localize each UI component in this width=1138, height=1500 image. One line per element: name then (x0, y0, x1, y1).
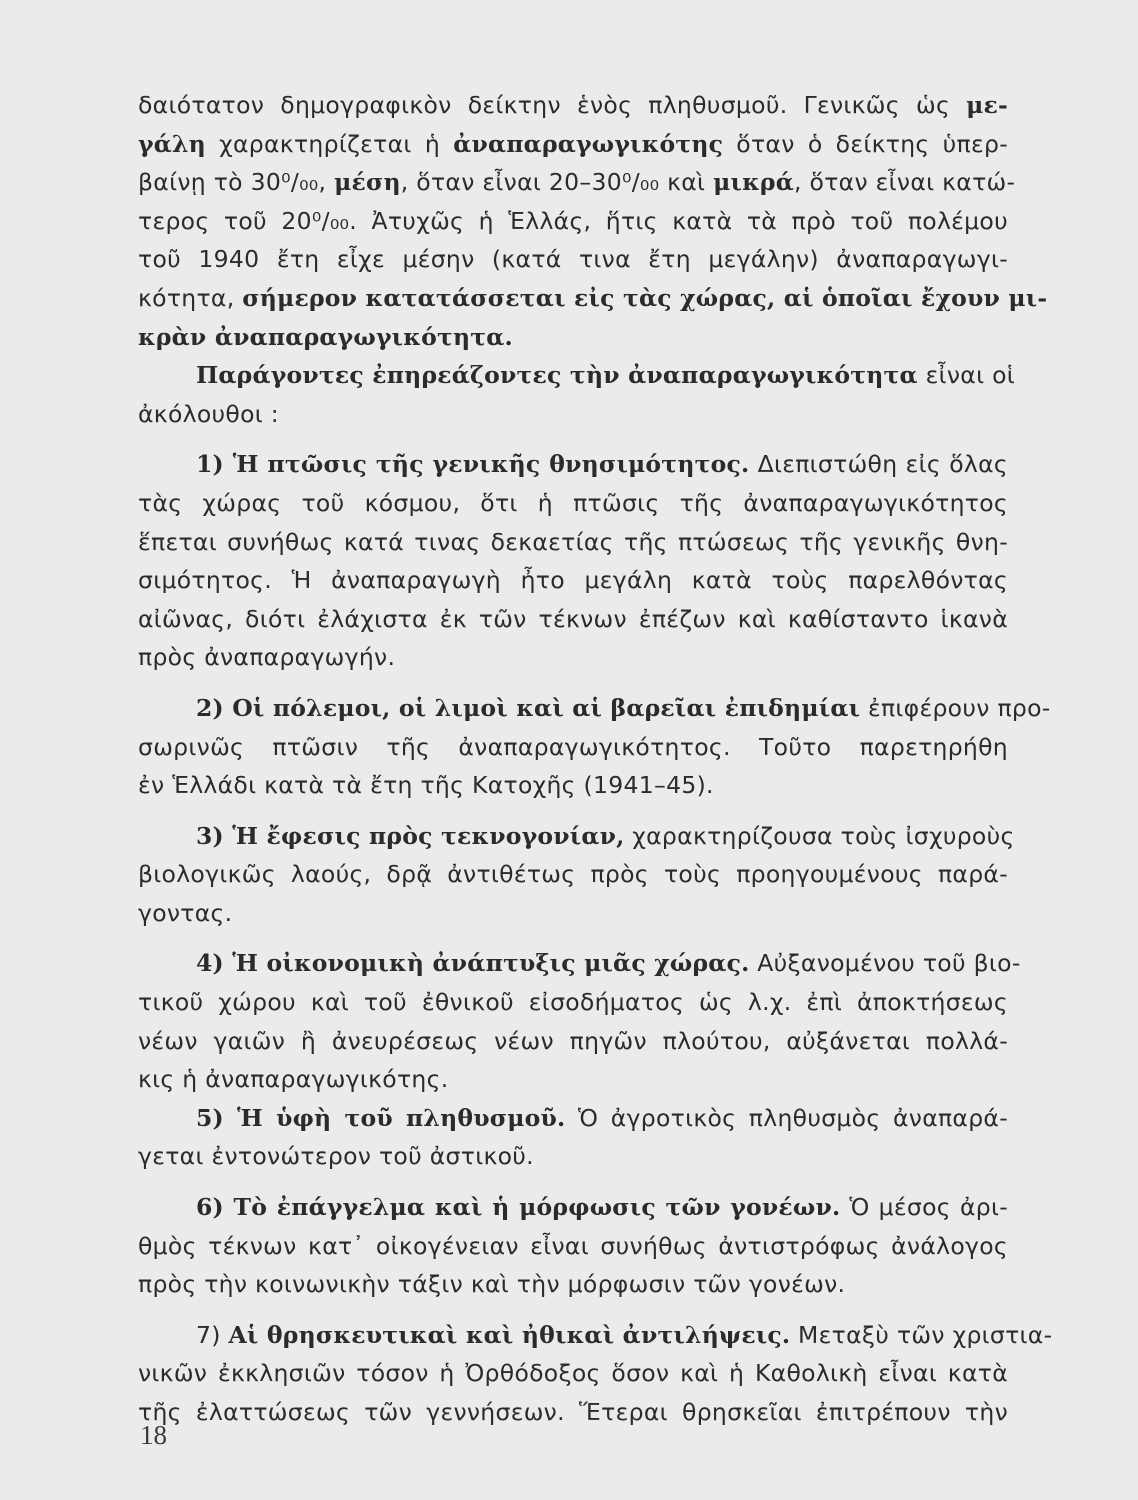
text-line: δαιότατον δημογραφικὸν δείκτην ἑνὸς πληθυσμοῦ. Γενικῶς ὡς με- (138, 91, 1008, 119)
paragraph-gap (138, 805, 1008, 817)
text-line: τὰς χώρας τοῦ κόσμου, ὅτι ἡ πτῶσις τῆς ἀναπαραγωγικότητος (138, 488, 1008, 517)
text-line: 3) Ἡ ἔφεσις πρὸς τεκνογονίαν, χαρακτηρίζουσα τοὺς ἰσχυροὺς (196, 821, 1015, 850)
factor-heading: Αἱ θρησκευτικαὶ καὶ ἠθικαὶ ἀντιλήψεις. (228, 1320, 791, 1349)
text-line: 4) Ἡ οἰκονομικὴ ἀνάπτυξις μιᾶς χώρας. Αὐξανομένου τοῦ βιο- (196, 949, 1021, 978)
text-line: ἐν Ἑλλάδι κατὰ τὰ ἔτη τῆς Κατοχῆς (1941–45). (138, 771, 714, 800)
text-line: 1) Ἡ πτῶσις τῆς γενικῆς θνησιμότητος. Διεπιστώθη εἰς ὅλας (196, 450, 1008, 479)
factor-item-7 (138, 1316, 1053, 1432)
text-line: βιολογικῶς λαούς, δρᾷ ἀντιθέτως πρὸς τοὺς προηγουμένους παρά- (138, 860, 1008, 889)
paragraph-gap (138, 1176, 1008, 1188)
factor-item-3 (138, 817, 1015, 933)
paragraph-gap (138, 1304, 1008, 1316)
factors-intro-paragraph (138, 356, 1016, 433)
text-line: γάλη χαρακτηρίζεται ἡ ἀναπαραγωγικότης ὅταν ὁ δείκτης ὑπερ- (138, 129, 1009, 158)
paragraph-gap (138, 932, 1008, 944)
factor-heading: 4) Ἡ οἰκονομικὴ ἀνάπτυξις μιᾶς χώρας. (196, 949, 750, 978)
text-line: αἰῶνας, διότι ἐλάχιστα ἐκ τῶν τέκνων ἐπέζων καὶ καθίσταντο ἱκανὰ (138, 604, 1008, 633)
text-line: τικοῦ χώρου καὶ τοῦ ἐθνικοῦ εἰσοδήματος ὡς λ.χ. ἐπὶ ἀποκτήσεως (138, 988, 1008, 1017)
factor-item-4 (138, 944, 1021, 1098)
text-line: πρὸς ἀναπαραγωγήν. (138, 643, 396, 672)
factor-item-5 (138, 1099, 1008, 1176)
page-text (138, 86, 1053, 1432)
text-line: ἕπεται συνήθως κατά τινας δεκαετίας τῆς πτώσεως τῆς γενικῆς θνη- (138, 527, 1008, 556)
text-line: τῆς ἐλαττώσεως τῶν γεννήσεων. Ἕτεραι θρησκεῖαι ἐπιτρέπουν τὴν (138, 1398, 1008, 1426)
text-line: σιμότητος. Ἡ ἀναπαραγωγὴ ἦτο μεγάλη κατὰ τοὺς παρελθόντας (138, 566, 1008, 595)
text-line: 7) Αἱ θρησκευτικαὶ καὶ ἠθικαὶ ἀντιλήψεις. Μεταξὺ τῶν χριστια- (196, 1320, 1053, 1349)
text-line: σωρινῶς πτῶσιν τῆς ἀναπαραγωγικότητος. Τοῦτο παρετηρήθη (138, 732, 1008, 761)
factor-heading: 6) Τὸ ἐπάγγελμα καὶ ἡ μόρφωσις τῶν γονέων. (196, 1193, 841, 1222)
factor-item-6 (138, 1188, 1008, 1304)
paragraph-gap (138, 677, 1008, 689)
text-line: πρὸς τὴν κοινωνικὴν τάξιν καὶ τὴν μόρφωσιν τῶν γονέων. (138, 1270, 846, 1299)
text-line: κρὰν ἀναπαραγωγικότητα. (138, 322, 513, 351)
factor-heading: 1) Ἡ πτῶσις τῆς γενικῆς θνησιμότητος. (196, 450, 750, 479)
text-line: κότητα, σήμερον κατατάσσεται εἰς τὰς χώρας, αἱ ὁποῖαι ἔχουν μι- (138, 283, 1048, 312)
text-line: τερος τοῦ 20⁰/₀₀. Ἀτυχῶς ἡ Ἑλλάς, ἥτις κατὰ τὰ πρὸ τοῦ πολέμου (138, 206, 1008, 235)
text-line: θμὸς τέκνων κατ᾽ οἰκογένειαν εἶναι συνήθως ἀντιστρόφως ἀνάλογος (138, 1231, 1008, 1260)
factor-heading: 3) Ἡ ἔφεσις πρὸς τεκνογονίαν, (196, 821, 625, 850)
paragraph-gap (138, 433, 1008, 445)
factor-heading: 5) Ἡ ὑφὴ τοῦ πληθυσμοῦ. (196, 1103, 566, 1132)
page-number: 18 (140, 1420, 167, 1450)
text-line: κις ἡ ἀναπαραγωγικότης. (138, 1065, 449, 1094)
text-line: γεται ἐντονώτερον τοῦ ἀστικοῦ. (138, 1142, 534, 1171)
factor-heading: 2) Οἱ πόλεμοι, οἱ λιμοὶ καὶ αἱ βαρεῖαι ἐπιδημίαι (196, 693, 861, 722)
text-line: νέων γαιῶν ἢ ἀνευρέσεως νέων πηγῶν πλούτου, αὐξάνεται πολλά- (138, 1026, 1008, 1055)
text-line: τοῦ 1940 ἔτη εἶχε μέσην (κατά τινα ἔτη μεγάλην) ἀναπαραγωγι- (138, 245, 1008, 274)
intro-paragraph (138, 86, 1048, 356)
text-line: 2) Οἱ πόλεμοι, οἱ λιμοὶ καὶ αἱ βαρεῖαι ἐπιδημίαι ἐπιφέρουν προ- (196, 693, 1051, 722)
text-line: Παράγοντες ἐπηρεάζοντες τὴν ἀναπαραγωγικότητα εἶναι οἱ (196, 361, 1016, 390)
text-line: 5) Ἡ ὑφὴ τοῦ πληθυσμοῦ. Ὁ ἀγροτικὸς πληθυσμὸς ἀναπαρά- (196, 1103, 1009, 1132)
factor-item-2 (138, 689, 1051, 805)
text-line: 6) Τὸ ἐπάγγελμα καὶ ἡ μόρφωσις τῶν γονέων. Ὁ μέσος ἀρι- (196, 1193, 1008, 1222)
text-line: ἀκόλουθοι : (138, 399, 279, 428)
text-line: βαίνῃ τὸ 30⁰/₀₀, μέση, ὅταν εἶναι 20–30⁰/₀₀ καὶ μικρά, ὅταν εἶναι κατώ- (138, 168, 1016, 197)
factor-item-1 (138, 445, 1008, 677)
text-line: νικῶν ἐκκλησιῶν τόσον ἡ Ὀρθόδοξος ὅσον καὶ ἡ Καθολικὴ εἶναι κατὰ (138, 1359, 1008, 1388)
text-line: γοντας. (138, 898, 233, 927)
